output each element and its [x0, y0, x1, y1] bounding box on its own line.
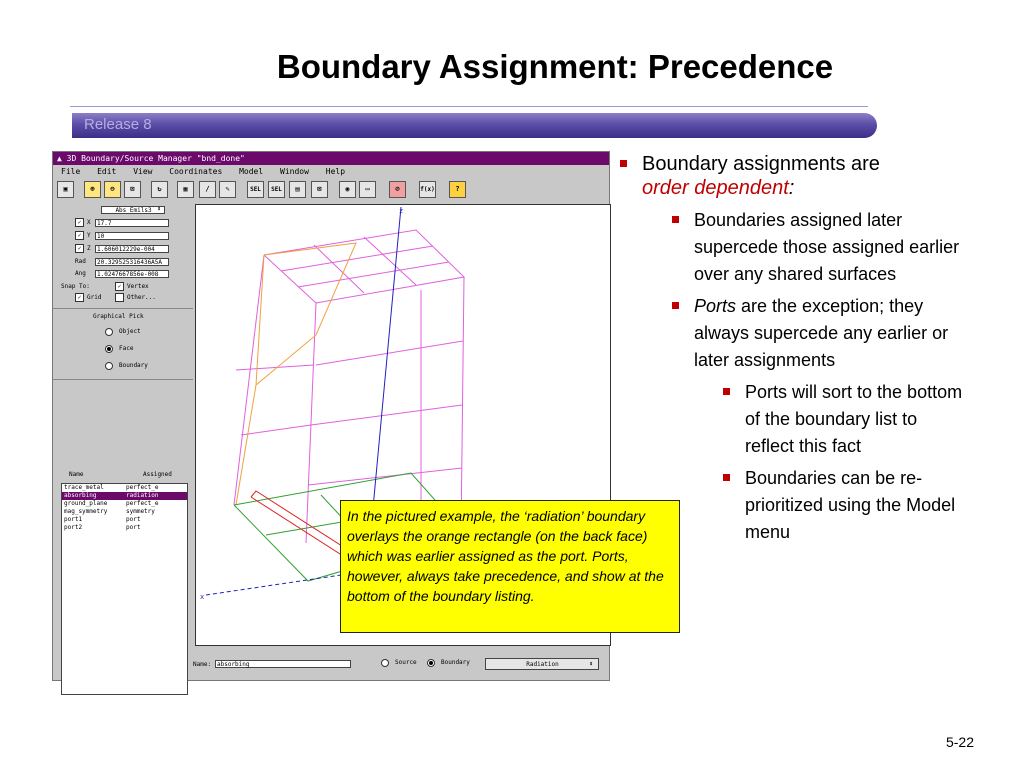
menu-window[interactable]: Window	[280, 167, 309, 176]
bullet-text: Boundary assignments are	[642, 153, 880, 175]
boundary-type-radio[interactable]	[427, 659, 435, 667]
row-assigned: port	[126, 524, 141, 531]
snap-other	[115, 293, 156, 303]
row-name: mag_symmetry	[64, 508, 108, 515]
face-radio[interactable]	[105, 345, 113, 353]
z-axis-label: z	[399, 207, 404, 215]
window-titlebar[interactable]	[53, 152, 609, 165]
bullet-ports-sort	[618, 379, 965, 460]
save-icon[interactable]: ▣	[57, 181, 74, 198]
ang-value: 1.0247667856e-008	[95, 270, 169, 278]
name-label: Name:	[193, 661, 212, 668]
row-name: trace_metal	[64, 484, 104, 491]
bullet-square-icon	[672, 216, 679, 223]
snap-vertex	[115, 282, 149, 292]
source-radio[interactable]	[381, 659, 389, 667]
y-label: Y	[87, 232, 91, 239]
menu-edit[interactable]: Edit	[97, 167, 117, 176]
x-axis-label: x	[200, 593, 205, 601]
grid-checkbox[interactable]: ✓	[75, 293, 84, 302]
bottom-bar	[53, 652, 609, 680]
bullet-list	[618, 152, 1018, 546]
bullet-order-dependent	[618, 152, 1018, 200]
pick-boundary[interactable]	[105, 361, 148, 371]
eye-icon[interactable]: ◉	[339, 181, 356, 198]
bullet-colon: :	[788, 177, 795, 199]
ang-label: Ang	[75, 270, 86, 277]
left-panel	[53, 203, 193, 653]
y-row	[75, 231, 91, 241]
x-row	[75, 218, 91, 228]
zoom-out-icon[interactable]: ⊖	[104, 181, 121, 198]
y-input[interactable]: 10	[95, 232, 169, 240]
toolbar	[53, 179, 609, 203]
pick-face[interactable]	[105, 344, 133, 354]
source-label: Source	[395, 659, 417, 666]
bullet-text: Boundaries assigned later supercede those assigned earlier over any shared surfaces	[694, 210, 960, 284]
chevron-down-icon[interactable]: ⬍	[589, 660, 594, 668]
list-item[interactable]	[62, 516, 187, 524]
function-icon[interactable]: f(x)	[419, 181, 436, 198]
bullet-ports-exception	[618, 293, 964, 374]
row-assigned: symmetry	[126, 508, 155, 515]
boundary-type-select[interactable]: Radiation	[485, 658, 599, 670]
z-checkbox[interactable]: ✓	[75, 244, 84, 253]
boundary-option[interactable]	[427, 658, 470, 668]
bullet-text: Ports will sort to the bottom of the boundary list to reflect this fact	[745, 382, 963, 456]
col-name-header: Name	[69, 471, 84, 478]
vertex-label: Vertex	[127, 283, 149, 290]
bullet-square-icon	[672, 302, 679, 309]
row-name: ground_plane	[64, 500, 108, 507]
list-item[interactable]	[62, 484, 187, 492]
callout-note: In the pictured example, the ‘radiation’ boundary overlays the orange rectangle (on the back face) which was earlier assigned as the port. Ports, however, always take precedence, and show at the bottom of the boundary listing.	[340, 500, 680, 633]
bullet-square-icon	[620, 160, 627, 167]
z-row	[75, 244, 91, 254]
fit-view-icon[interactable]: ⊠	[124, 181, 141, 198]
help-icon[interactable]: ?	[449, 181, 466, 198]
title-rule	[70, 106, 868, 107]
bullet-later-supercede	[618, 207, 964, 288]
vertex-checkbox[interactable]: ✓	[115, 282, 124, 291]
grid-settings-icon[interactable]: ▦	[177, 181, 194, 198]
name-input[interactable]: absorbing	[215, 660, 351, 668]
row-name: port1	[64, 516, 83, 523]
x-label: X	[87, 219, 91, 226]
hide-icon[interactable]: ⊘	[389, 181, 406, 198]
pick-object[interactable]	[105, 327, 141, 337]
rotate-icon[interactable]: ↻	[151, 181, 168, 198]
boundary-type-label: Boundary	[441, 659, 470, 666]
grid-label: Grid	[87, 294, 102, 301]
coord-system-select[interactable]: Abs Emils3	[101, 206, 165, 214]
list-item[interactable]	[62, 524, 187, 532]
bullet-text: Boundaries can be re-prioritized using the Model menu	[745, 468, 956, 542]
menu-help[interactable]: Help	[325, 167, 346, 176]
col-assigned-header: Assigned	[143, 471, 172, 478]
menu-model[interactable]: Model	[239, 167, 264, 176]
menu-coordinates[interactable]: Coordinates	[169, 167, 223, 176]
magenta-mesh	[234, 230, 464, 543]
release-banner	[72, 113, 877, 138]
other-label: Other...	[127, 294, 156, 301]
bullet-emphasis: order dependent	[642, 177, 789, 199]
deselect-icon[interactable]: ⊠	[311, 181, 328, 198]
list-item[interactable]	[62, 508, 187, 516]
divider	[53, 379, 193, 380]
x-checkbox[interactable]: ✓	[75, 218, 84, 227]
z-label: Z	[87, 245, 91, 252]
y-checkbox[interactable]: ✓	[75, 231, 84, 240]
chevron-down-icon[interactable]: ⬍	[157, 205, 162, 213]
snap-label: Snap To:	[61, 283, 90, 290]
row-assigned: port	[126, 516, 141, 523]
select-all-icon[interactable]: SEL	[268, 181, 285, 198]
boundary-radio[interactable]	[105, 362, 113, 370]
row-name: port2	[64, 524, 83, 531]
list-item[interactable]	[62, 500, 187, 508]
face-label: Face	[119, 345, 134, 352]
window-title: 3D Boundary/Source Manager "bnd_done"	[66, 154, 245, 163]
bullet-text: are the exception; they always supercede any earlier or later assignments	[694, 296, 949, 370]
snap-grid	[75, 293, 101, 303]
rad-value: 20.329525316436A5A	[95, 258, 169, 266]
row-assigned: radiation	[126, 492, 159, 499]
select-icon[interactable]: SEL	[247, 181, 264, 198]
row-name: absorbing	[64, 492, 97, 499]
orange-port-rectangle	[236, 243, 356, 505]
z-input[interactable]: 1.606012229e-004	[95, 245, 169, 253]
bullet-square-icon	[723, 474, 730, 481]
object-label: Object	[119, 328, 141, 335]
menu-bar	[53, 165, 609, 178]
bullet-square-icon	[723, 388, 730, 395]
object-radio[interactable]	[105, 328, 113, 336]
boundary-label: Boundary	[119, 362, 148, 369]
menu-file[interactable]: File	[61, 167, 81, 176]
view-objects-icon[interactable]: ▭	[359, 181, 376, 198]
window-menu-icon[interactable]: ▲	[57, 154, 62, 163]
paint-icon[interactable]: ✎	[219, 181, 236, 198]
rad-label: Rad	[75, 258, 86, 265]
menu-view[interactable]: View	[133, 167, 153, 176]
draw-line-icon[interactable]: ∕	[199, 181, 216, 198]
source-option[interactable]	[381, 658, 417, 668]
x-input[interactable]: 17.7	[95, 219, 169, 227]
bullet-emphasis: Ports	[694, 296, 737, 316]
graphical-pick-heading: Graphical Pick	[93, 313, 144, 320]
slide-title: Boundary Assignment: Precedence	[276, 48, 834, 85]
release-label: Release 8	[84, 116, 152, 133]
other-checkbox[interactable]	[115, 293, 124, 302]
row-assigned: perfect_e	[126, 484, 159, 491]
row-assigned: perfect_e	[126, 500, 159, 507]
page-number: 5-22	[945, 734, 974, 750]
divider	[53, 308, 193, 309]
select-face-icon[interactable]: ▤	[289, 181, 306, 198]
zoom-in-icon[interactable]: ⊕	[84, 181, 101, 198]
list-item[interactable]	[62, 492, 187, 500]
